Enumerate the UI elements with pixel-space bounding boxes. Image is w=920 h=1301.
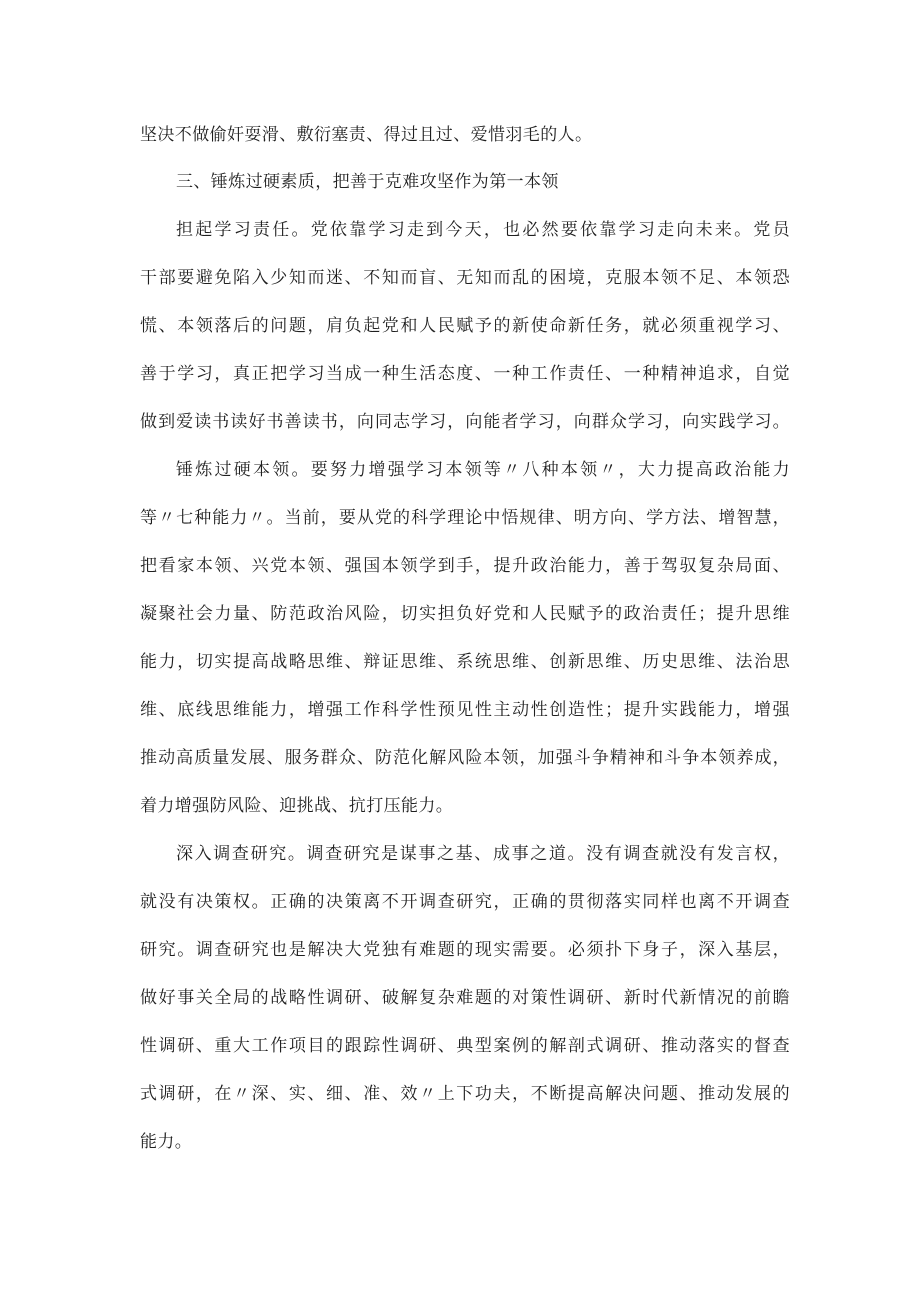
paragraph-line: 能力，切实提高战略思维、辩证思维、系统思维、创新思维、历史思维、法治思 bbox=[140, 652, 790, 672]
paragraph-line: 着力增强防风险、迎挑战、抗打压能力。 bbox=[140, 796, 454, 816]
paragraph-line: 干部要避免陷入少知而迷、不知而盲、无知而乱的困境，克服本领不足、本领恐 bbox=[140, 268, 790, 288]
paragraph-line: 式调研，在〃深、实、细、准、效〃上下功夫，不断提高解决问题、推动发展的 bbox=[140, 1084, 790, 1104]
paragraph-line: 推动高质量发展、服务群众、防范化解风险本领，加强斗争精神和斗争本领养成， bbox=[140, 748, 790, 768]
paragraph-line: 善于学习，真正把学习当成一种生活态度、一种工作责任、一种精神追求，自觉 bbox=[140, 364, 790, 384]
paragraph-line: 担起学习责任。党依靠学习走到今天，也必然要依靠学习走向未来。党员 bbox=[176, 220, 790, 240]
section-heading: 三、锤炼过硬素质，把善于克难攻坚作为第一本领 bbox=[176, 172, 559, 192]
paragraph-line: 等〃七种能力〃。当前，要从党的科学理论中悟规律、明方向、学方法、增智慧， bbox=[140, 508, 790, 528]
paragraph-line: 锤炼过硬本领。要努力增强学习本领等〃八种本领〃，大力提高政治能力 bbox=[176, 460, 790, 480]
paragraph-line: 就没有决策权。正确的决策离不开调查研究，正确的贯彻落实同样也离不开调查 bbox=[140, 892, 790, 912]
paragraph-line: 维、底线思维能力，增强工作科学性预见性主动性创造性；提升实践能力，增强 bbox=[140, 700, 790, 720]
paragraph-line: 做到爱读书读好书善读书，向同志学习，向能者学习，向群众学习，向实践学习。 bbox=[140, 412, 790, 432]
paragraph-line: 把看家本领、兴党本领、强国本领学到手，提升政治能力，善于驾驭复杂局面、 bbox=[140, 556, 790, 576]
paragraph-line: 研究。调查研究也是解决大党独有难题的现实需要。必须扑下身子，深入基层， bbox=[140, 940, 790, 960]
paragraph-line: 慌、本领落后的问题，肩负起党和人民赋予的新使命新任务，就必须重视学习、 bbox=[140, 316, 790, 336]
text-line: 坚决不做偷奸耍滑、敷衍塞责、得过且过、爱惜羽毛的人。 bbox=[140, 125, 593, 145]
paragraph-line: 做好事关全局的战略性调研、破解复杂难题的对策性调研、新时代新情况的前瞻 bbox=[140, 988, 790, 1008]
paragraph-line: 能力。 bbox=[140, 1132, 193, 1152]
paragraph-line: 深入调查研究。调查研究是谋事之基、成事之道。没有调查就没有发言权， bbox=[176, 844, 790, 864]
paragraph-line: 性调研、重大工作项目的跟踪性调研、典型案例的解剖式调研、推动落实的督查 bbox=[140, 1036, 790, 1056]
paragraph-line: 凝聚社会力量、防范政治风险，切实担负好党和人民赋予的政治责任；提升思维 bbox=[140, 604, 790, 624]
